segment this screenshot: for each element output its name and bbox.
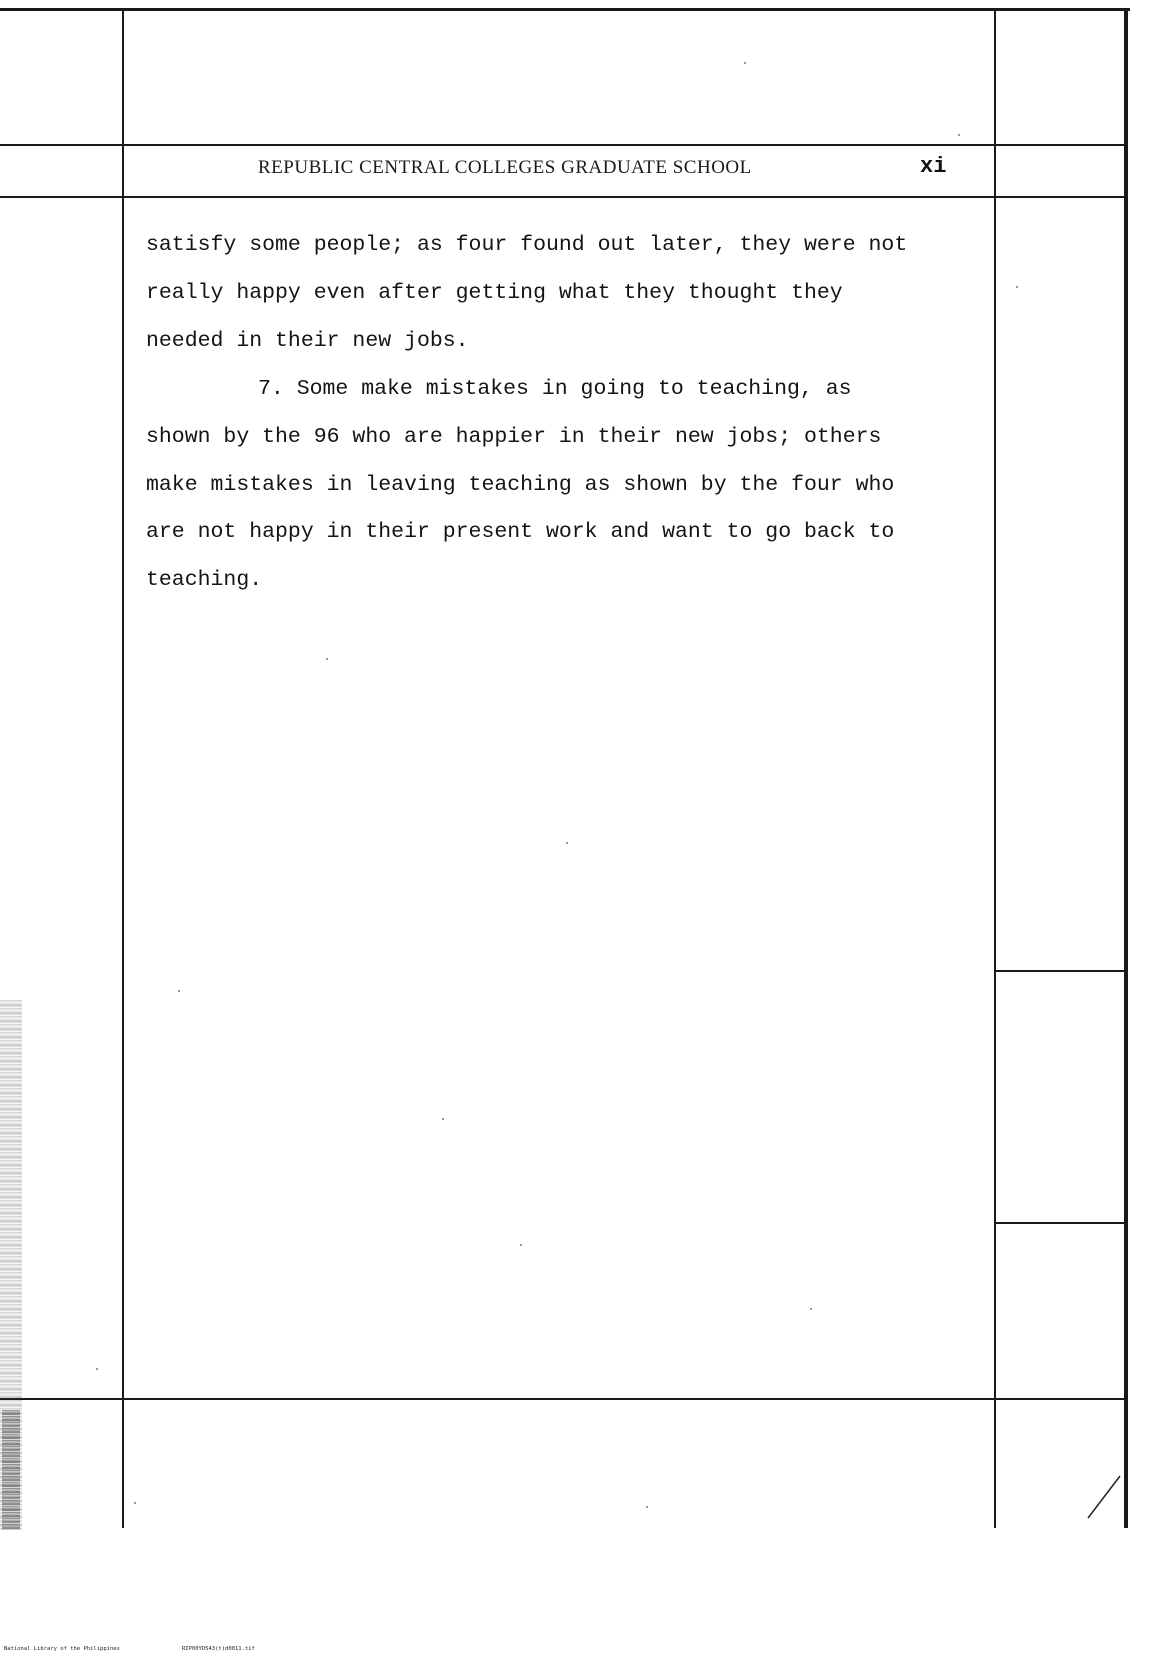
footer-file-code: RIP00YD543(t)d0011.tif <box>182 1646 255 1652</box>
pen-mark <box>1086 1472 1126 1522</box>
speckle <box>96 1368 98 1370</box>
text-line: really happy even after getting what they thought they <box>146 281 843 305</box>
header-bottom-rule <box>0 196 1128 198</box>
header-top-rule <box>0 144 1128 146</box>
page-header-title: REPUBLIC CENTRAL COLLEGES GRADUATE SCHOOL <box>258 157 752 178</box>
text-line: are not happy in their present work and want to go back to <box>146 520 895 544</box>
text-line: 7. Some make mistakes in going to teaching, as <box>258 377 852 401</box>
text-line: satisfy some people; as four found out later, they were not <box>146 233 908 257</box>
speckle <box>134 1502 136 1504</box>
speckle <box>520 1244 522 1246</box>
top-border <box>0 8 1130 11</box>
speckle <box>326 658 328 660</box>
speckle <box>958 134 960 136</box>
speckle <box>178 990 180 992</box>
margin-rule-2 <box>994 1222 1126 1224</box>
speckle <box>566 842 568 844</box>
scan-edge-dark <box>2 1410 20 1530</box>
outer-right-rule <box>1124 8 1128 1528</box>
text-line: shown by the 96 who are happier in their new jobs; others <box>146 425 882 449</box>
speckle <box>442 1118 444 1120</box>
text-line: teaching. <box>146 568 263 592</box>
speckle <box>646 1506 648 1508</box>
footer-rule <box>0 1398 1128 1400</box>
speckle <box>744 62 746 64</box>
right-rule <box>994 8 996 1528</box>
speckle <box>1016 286 1018 288</box>
speckle <box>810 1308 812 1310</box>
text-line: needed in their new jobs. <box>146 329 469 353</box>
left-rule <box>122 8 124 1528</box>
footer-library-name: National Library of the Philippines <box>4 1646 120 1652</box>
page-number: xi <box>920 154 947 179</box>
text-line: make mistakes in leaving teaching as shown by the four who <box>146 473 895 497</box>
margin-rule-1 <box>994 970 1126 972</box>
